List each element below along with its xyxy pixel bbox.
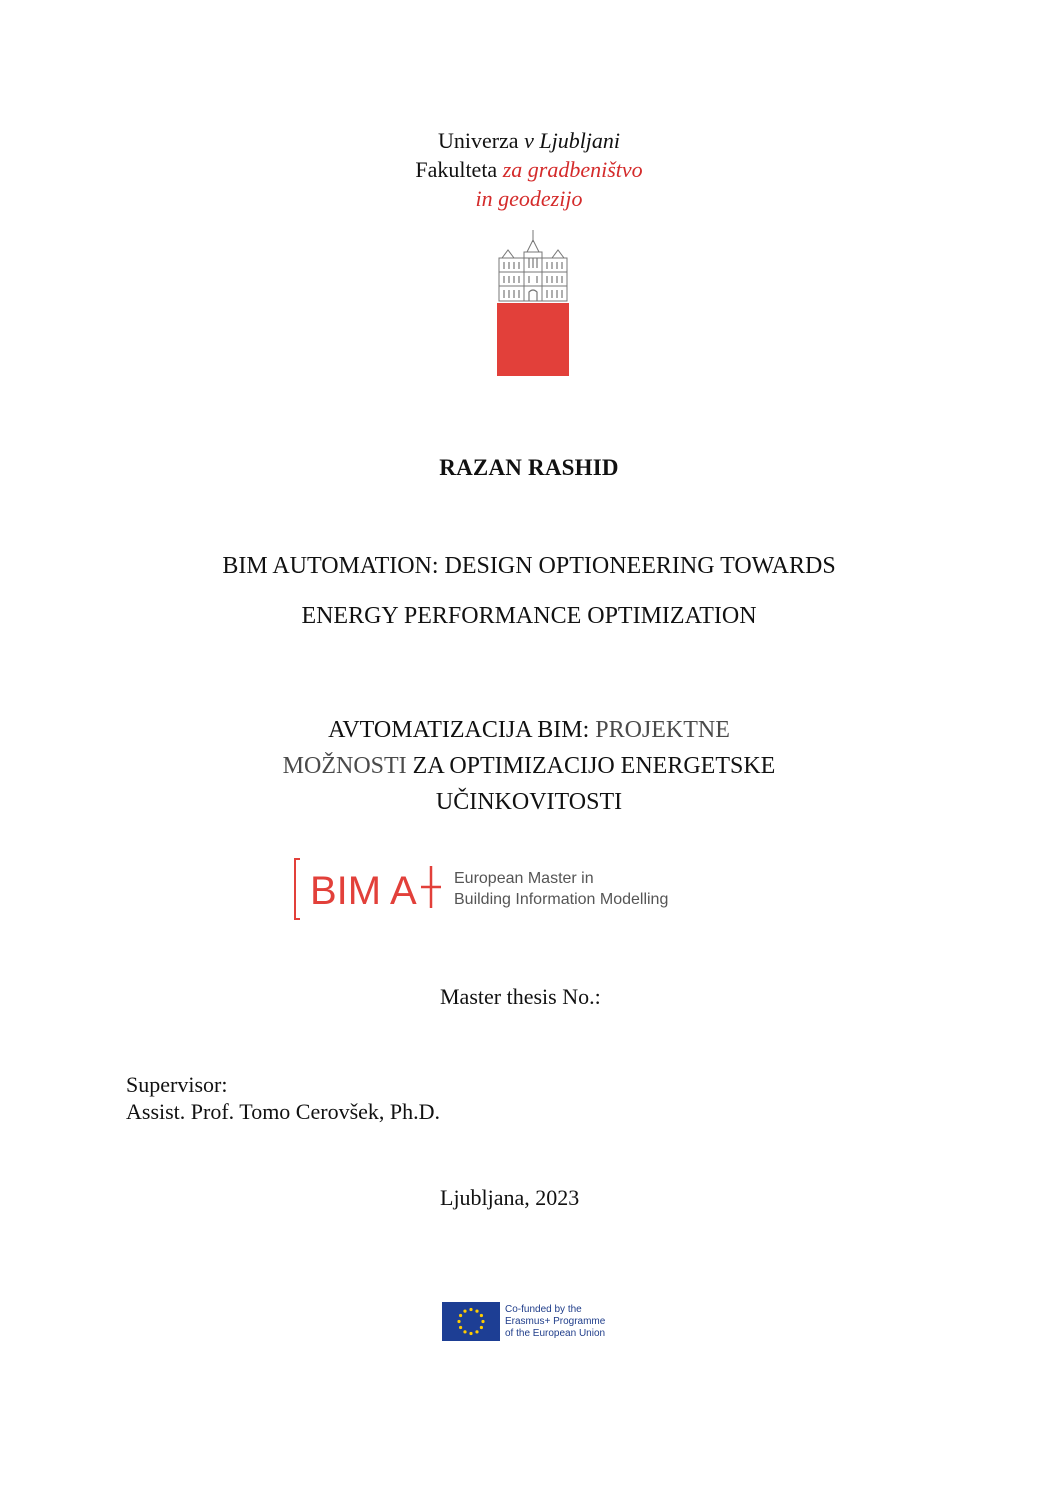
university-header — [0, 126, 1058, 213]
title-slovene — [0, 712, 1058, 820]
supervisor-block — [126, 1071, 440, 1125]
eu-flag-icon — [442, 1302, 500, 1341]
place-date: Ljubljana, 2023 — [440, 1185, 580, 1210]
supervisor-name: Assist. Prof. Tomo Cerovšek, Ph.D. — [126, 1099, 441, 1124]
eu-logo-line1: Co-funded by the — [505, 1304, 582, 1315]
title-slovene-line2 — [0, 748, 1058, 784]
university-logo — [496, 228, 570, 378]
title-slovene-line1-a: AVTOMATIZACIJA BIM: — [328, 717, 596, 743]
university-name — [0, 126, 1058, 155]
bima-logo — [294, 858, 694, 920]
eu-logo-line3: of the European Union — [505, 1328, 606, 1339]
supervisor-label: Supervisor: — [126, 1072, 228, 1097]
faculty-name-plain: Fakulteta — [415, 157, 503, 182]
author-name: RAZAN RASHID — [439, 455, 619, 480]
title-slovene-line3: UČINKOVITOSTI — [435, 789, 623, 815]
faculty-name — [0, 155, 1058, 184]
thesis-number-label: Master thesis No.: — [440, 984, 601, 1009]
title-english-line1: BIM AUTOMATION: DESIGN OPTIONEERING TOWARDS — [222, 553, 836, 579]
red-block — [497, 303, 569, 376]
university-name-italic: v Ljubljani — [524, 128, 621, 153]
title-slovene-line2-a: MOŽNOSTI — [282, 753, 407, 779]
bima-logo-mark — [294, 858, 444, 920]
bima-logo-letters: BIM A — [310, 869, 417, 913]
bima-logo-line1: European Master in — [454, 870, 594, 887]
bima-logo-text — [454, 868, 668, 910]
building-icon — [499, 230, 567, 301]
eu-logo-line2: Erasmus+ Programme — [505, 1316, 606, 1327]
title-slovene-line1-b: PROJEKTNE — [595, 717, 730, 743]
faculty-name-line2 — [0, 184, 1058, 213]
university-name-plain: Univerza — [437, 128, 525, 153]
eu-logo-text — [505, 1304, 605, 1340]
title-english — [0, 541, 1058, 641]
title-slovene-line2-b: ZA OPTIMIZACIJO ENERGETSKE — [406, 753, 776, 779]
faculty-name-red-2: in geodezijo — [475, 186, 583, 211]
title-slovene-line1 — [0, 712, 1058, 748]
title-english-line2: ENERGY PERFORMANCE OPTIMIZATION — [301, 603, 757, 629]
eu-logo — [442, 1302, 632, 1342]
bima-logo-line2: Building Information Modelling — [454, 891, 669, 908]
faculty-name-red: za gradbeništvo — [502, 157, 643, 182]
